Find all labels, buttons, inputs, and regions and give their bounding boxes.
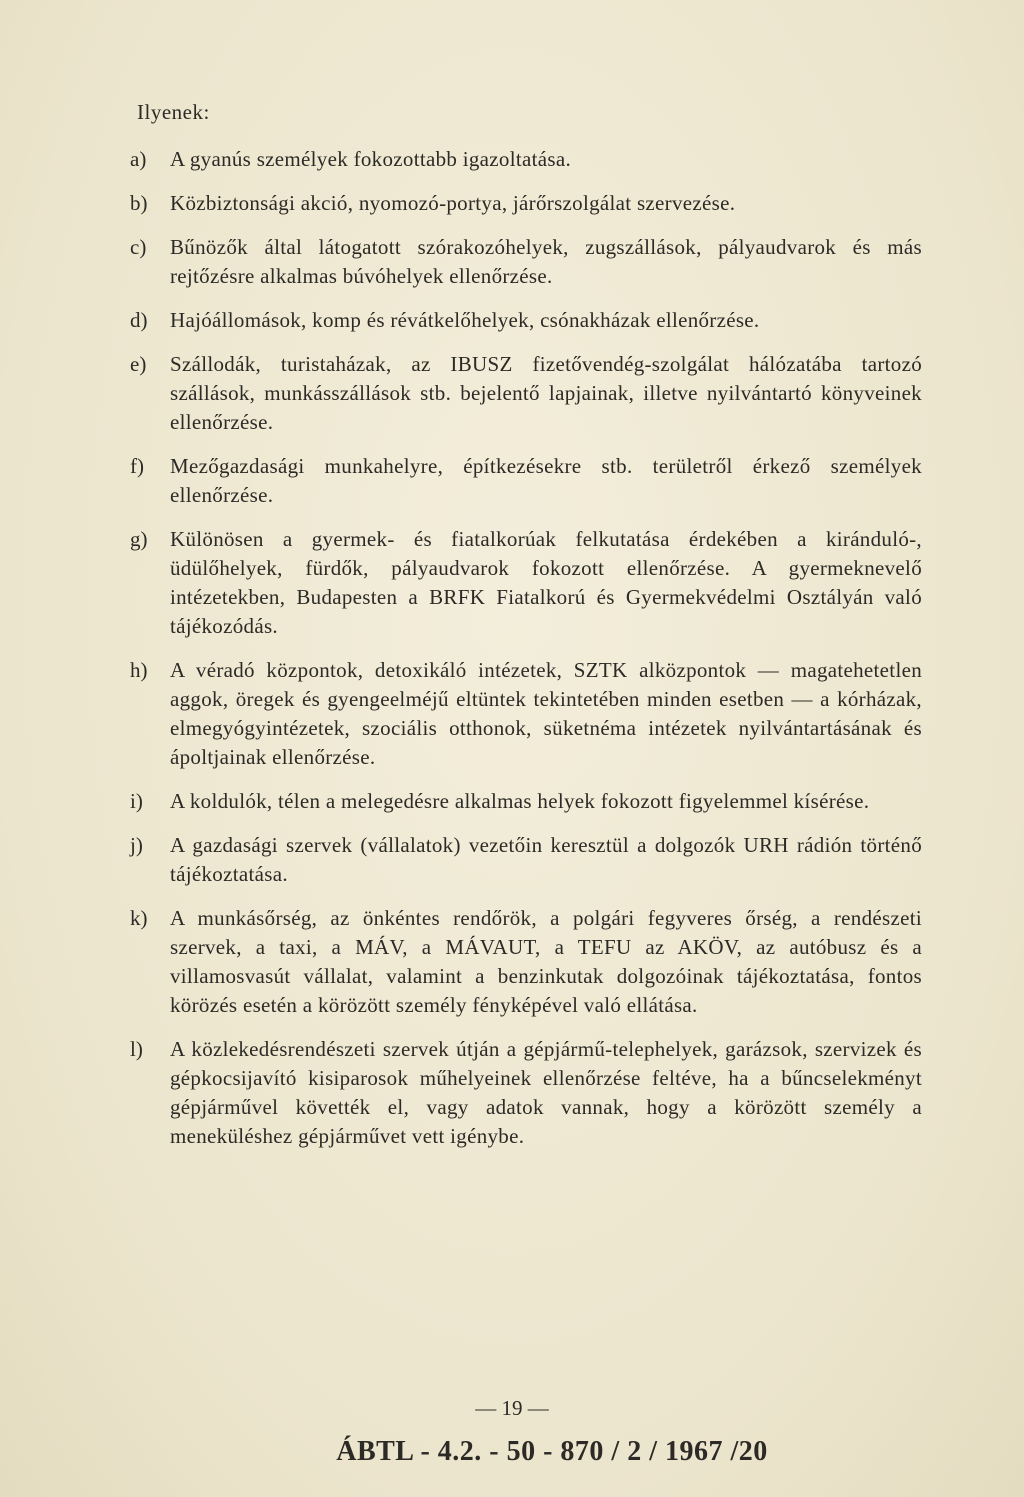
item-text: A gazdasági szervek (vállalatok) vezetőin keresztül a dolgozók URH rádión történő tájékoztatása. — [170, 833, 922, 886]
item-marker: e) — [130, 352, 147, 376]
list-item — [130, 831, 922, 889]
item-marker: f) — [130, 454, 144, 478]
list-item — [130, 525, 922, 641]
item-text: Közbiztonsági akció, nyomozó-portya, járőrszolgálat szervezése. — [170, 191, 736, 215]
list-item — [130, 787, 922, 816]
item-text: A munkásőrség, az önkéntes rendőrök, a polgári fegyveres őrség, a rendészeti szervek, a taxi, a MÁV, a MÁVAUT, a TEFU az AKÖV, az autóbusz és a villamosvasút vállalat, valamint a benzinkutak dolgozóinak tájékoztatása, fontos körözés esetén a körözött személy fényképével való ellátása. — [170, 906, 922, 1017]
item-marker: k) — [130, 906, 148, 930]
item-text: Mezőgazdasági munkahelyre, építkezésekre stb. területről érkező személyek ellenőrzése. — [170, 454, 922, 507]
list-item — [130, 233, 922, 291]
item-text: A gyanús személyek fokozottabb igazoltatása. — [170, 147, 571, 171]
item-marker: d) — [130, 308, 148, 332]
list-item — [130, 189, 922, 218]
list-item — [130, 656, 922, 772]
list-item — [130, 904, 922, 1020]
item-marker: c) — [130, 235, 147, 259]
item-marker: h) — [130, 658, 148, 682]
item-marker: a) — [130, 147, 147, 171]
item-text: A koldulók, télen a melegedésre alkalmas helyek fokozott figyelemmel kísérése. — [170, 789, 870, 813]
list-item — [130, 1035, 922, 1151]
archive-reference: ÁBTL - 4.2. - 50 - 870 / 2 / 1967 /20 — [336, 1436, 768, 1467]
item-text: Szállodák, turistaházak, az IBUSZ fizetővendég-szolgálat hálózatába tartozó szállások, munkásszállások stb. bejelentő lapjainak, illetve nyilvántartó könyveinek ellenőrzése. — [170, 352, 922, 434]
item-text: A közlekedésrendészeti szervek útján a gépjármű-telephelyek, garázsok, szervizek és gépkocsijavító kisiparosok műhelyeinek ellenőrzése feltéve, ha a bűncselekményt gépjárművel követték el, vagy adatok vannak, hogy a körözött személy a meneküléshez gépjárművet vett igénybe. — [170, 1037, 922, 1148]
list-item — [130, 452, 922, 510]
intro-heading: Ilyenek: — [137, 100, 210, 124]
item-marker: i) — [130, 789, 143, 813]
list-item — [130, 350, 922, 437]
item-text: Bűnözők által látogatott szórakozóhelyek, zugszállások, pályaudvarok és más rejtőzésre alkalmas búvóhelyek ellenőrzése. — [170, 235, 922, 288]
list-item — [130, 306, 922, 335]
item-text: Hajóállomások, komp és révátkelőhelyek, csónakházak ellenőrzése. — [170, 308, 760, 332]
item-marker: g) — [130, 527, 148, 551]
item-text: A véradó központok, detoxikáló intézetek, SZTK alközpontok — magatehetetlen aggok, öregek és gyengeelméjű eltüntek tekintetében minden esetben — a kórházak, elmegyógyintézetek, szociális otthonok, süketnéma intézetek nyilvántartásának és ápoltjainak ellenőrzése. — [170, 658, 922, 769]
item-list — [130, 145, 922, 1166]
item-marker: l) — [130, 1037, 143, 1061]
item-marker: b) — [130, 191, 148, 215]
page-number: — 19 — — [475, 1396, 549, 1420]
item-marker: j) — [130, 833, 143, 857]
item-text: Különösen a gyermek- és fiatalkorúak felkutatása érdekében a kiránduló-, üdülőhelyek, fürdők, pályaudvarok fokozott ellenőrzése. A gyermeknevelő intézetekben, Budapesten a BRFK Fiatalkorú és Gyermekvédelmi Osztályán való tájékozódás. — [170, 527, 922, 638]
list-item — [130, 145, 922, 174]
